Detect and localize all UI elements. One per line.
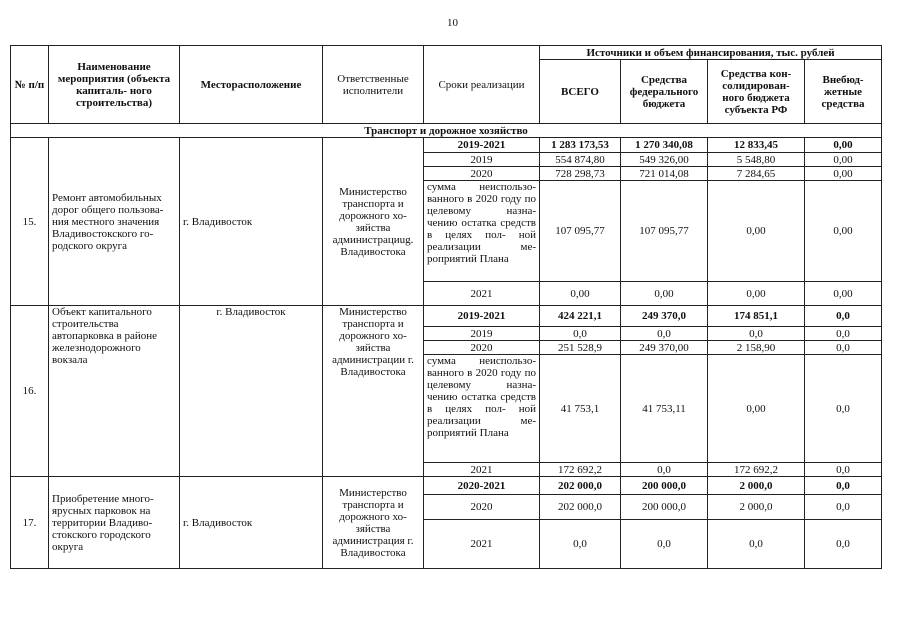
consolidated-cell: 12 833,45 — [708, 138, 805, 153]
header-num: № п/п — [11, 46, 49, 124]
section-title: Транспорт и дорожное хозяйство — [11, 124, 882, 138]
item-location: г. Владивосток — [180, 306, 323, 477]
consolidated-cell: 5 548,80 — [708, 153, 805, 167]
federal-cell: 200 000,0 — [621, 495, 708, 520]
financing-table — [10, 45, 882, 569]
period-cell: 2020 — [424, 341, 540, 355]
federal-cell: 200 000,0 — [621, 477, 708, 495]
header-row-1 — [11, 46, 882, 60]
item-name: Приобретение много- ярусных парковок на территории Владиво- стокского городского округа — [49, 477, 180, 569]
period-cell: сумма неиспользо- ванного в 2020 году по целевому назна- чению остатка средств в целях пол- ной реализации ме- роприятий Плана — [424, 355, 540, 463]
total-cell: 41 753,1 — [540, 355, 621, 463]
header-executors: Ответственные исполнители — [323, 46, 424, 124]
header-name: Наименование мероприятия (объекта капиталь- ного строительства) — [49, 46, 180, 124]
page-number: 10 — [447, 17, 458, 29]
extrabudget-cell: 0,00 — [805, 181, 882, 282]
total-cell: 202 000,0 — [540, 495, 621, 520]
federal-cell: 0,0 — [621, 520, 708, 569]
extrabudget-cell: 0,0 — [805, 495, 882, 520]
federal-cell: 41 753,11 — [621, 355, 708, 463]
period-cell: 2020 — [424, 495, 540, 520]
federal-cell: 1 270 340,08 — [621, 138, 708, 153]
item-executor: Министерство транспорта и дорожного хо- зяйства администрация г. Владивостока — [323, 477, 424, 569]
federal-cell: 0,0 — [621, 463, 708, 477]
federal-cell: 249 370,0 — [621, 306, 708, 327]
consolidated-cell: 174 851,1 — [708, 306, 805, 327]
period-cell: 2021 — [424, 282, 540, 306]
total-cell: 1 283 173,53 — [540, 138, 621, 153]
total-cell: 107 095,77 — [540, 181, 621, 282]
item-number: 16. — [11, 306, 49, 477]
table-row — [11, 306, 882, 327]
period-cell: 2020-2021 — [424, 477, 540, 495]
consolidated-cell: 0,00 — [708, 181, 805, 282]
period-cell: 2019-2021 — [424, 138, 540, 153]
period-cell: 2021 — [424, 463, 540, 477]
consolidated-cell: 0,00 — [708, 355, 805, 463]
total-cell: 0,00 — [540, 282, 621, 306]
total-cell: 202 000,0 — [540, 477, 621, 495]
total-cell: 0,0 — [540, 327, 621, 341]
item-name: Объект капитального строительства автопарковка в районе железнодорожного вокзала — [49, 306, 180, 477]
period-cell: 2019-2021 — [424, 306, 540, 327]
item-location: г. Владивосток — [180, 477, 323, 569]
period-cell: сумма неиспользо- ванного в 2020 году по целевому назна- чению остатка средств в целях пол- ной реализации ме- роприятий Плана — [424, 181, 540, 282]
consolidated-cell: 0,0 — [708, 327, 805, 341]
table-row — [11, 477, 882, 495]
extrabudget-cell: 0,00 — [805, 282, 882, 306]
section-row — [11, 124, 882, 138]
total-cell: 424 221,1 — [540, 306, 621, 327]
federal-cell: 0,0 — [621, 327, 708, 341]
header-sources-title: Источники и объем финансирования, тыс. рублей — [540, 46, 882, 60]
total-cell: 0,0 — [540, 520, 621, 569]
item-name: Ремонт автомобильных дорог общего пользова- ния местного значения Владивостокского го- родского округа — [49, 138, 180, 306]
total-cell: 172 692,2 — [540, 463, 621, 477]
federal-cell: 107 095,77 — [621, 181, 708, 282]
header-extrabudget: Внебюд- жетные средства — [805, 60, 882, 124]
extrabudget-cell: 0,0 — [805, 341, 882, 355]
consolidated-cell: 0,00 — [708, 282, 805, 306]
extrabudget-cell: 0,0 — [805, 327, 882, 341]
item-executor: Министерство транспорта и дорожного хо- зяйства администрациug. Владивостока — [323, 138, 424, 306]
period-cell: 2020 — [424, 167, 540, 181]
header-location: Месторасположение — [180, 46, 323, 124]
header-consolidated: Средства кон- солидирован- ного бюджета субъекта РФ — [708, 60, 805, 124]
item-number: 17. — [11, 477, 49, 569]
header-total: ВСЕГО — [540, 60, 621, 124]
item-location: г. Владивосток — [180, 138, 323, 306]
federal-cell: 0,00 — [621, 282, 708, 306]
consolidated-cell: 2 000,0 — [708, 495, 805, 520]
period-cell: 2019 — [424, 327, 540, 341]
extrabudget-cell: 0,00 — [805, 167, 882, 181]
extrabudget-cell: 0,00 — [805, 138, 882, 153]
extrabudget-cell: 0,0 — [805, 306, 882, 327]
total-cell: 554 874,80 — [540, 153, 621, 167]
consolidated-cell: 172 692,2 — [708, 463, 805, 477]
extrabudget-cell: 0,0 — [805, 463, 882, 477]
extrabudget-cell: 0,0 — [805, 355, 882, 463]
total-cell: 728 298,73 — [540, 167, 621, 181]
period-cell: 2019 — [424, 153, 540, 167]
item-number: 15. — [11, 138, 49, 306]
period-cell: 2021 — [424, 520, 540, 569]
consolidated-cell: 2 158,90 — [708, 341, 805, 355]
extrabudget-cell: 0,0 — [805, 477, 882, 495]
header-federal: Средства федерального бюджета — [621, 60, 708, 124]
extrabudget-cell: 0,0 — [805, 520, 882, 569]
extrabudget-cell: 0,00 — [805, 153, 882, 167]
consolidated-cell: 0,0 — [708, 520, 805, 569]
federal-cell: 721 014,08 — [621, 167, 708, 181]
total-cell: 251 528,9 — [540, 341, 621, 355]
federal-cell: 249 370,00 — [621, 341, 708, 355]
consolidated-cell: 7 284,65 — [708, 167, 805, 181]
federal-cell: 549 326,00 — [621, 153, 708, 167]
table-row — [11, 138, 882, 153]
consolidated-cell: 2 000,0 — [708, 477, 805, 495]
header-terms: Сроки реализации — [424, 46, 540, 124]
item-executor: Министерство транспорта и дорожного хо- зяйства администрации г. Владивостока — [323, 306, 424, 477]
